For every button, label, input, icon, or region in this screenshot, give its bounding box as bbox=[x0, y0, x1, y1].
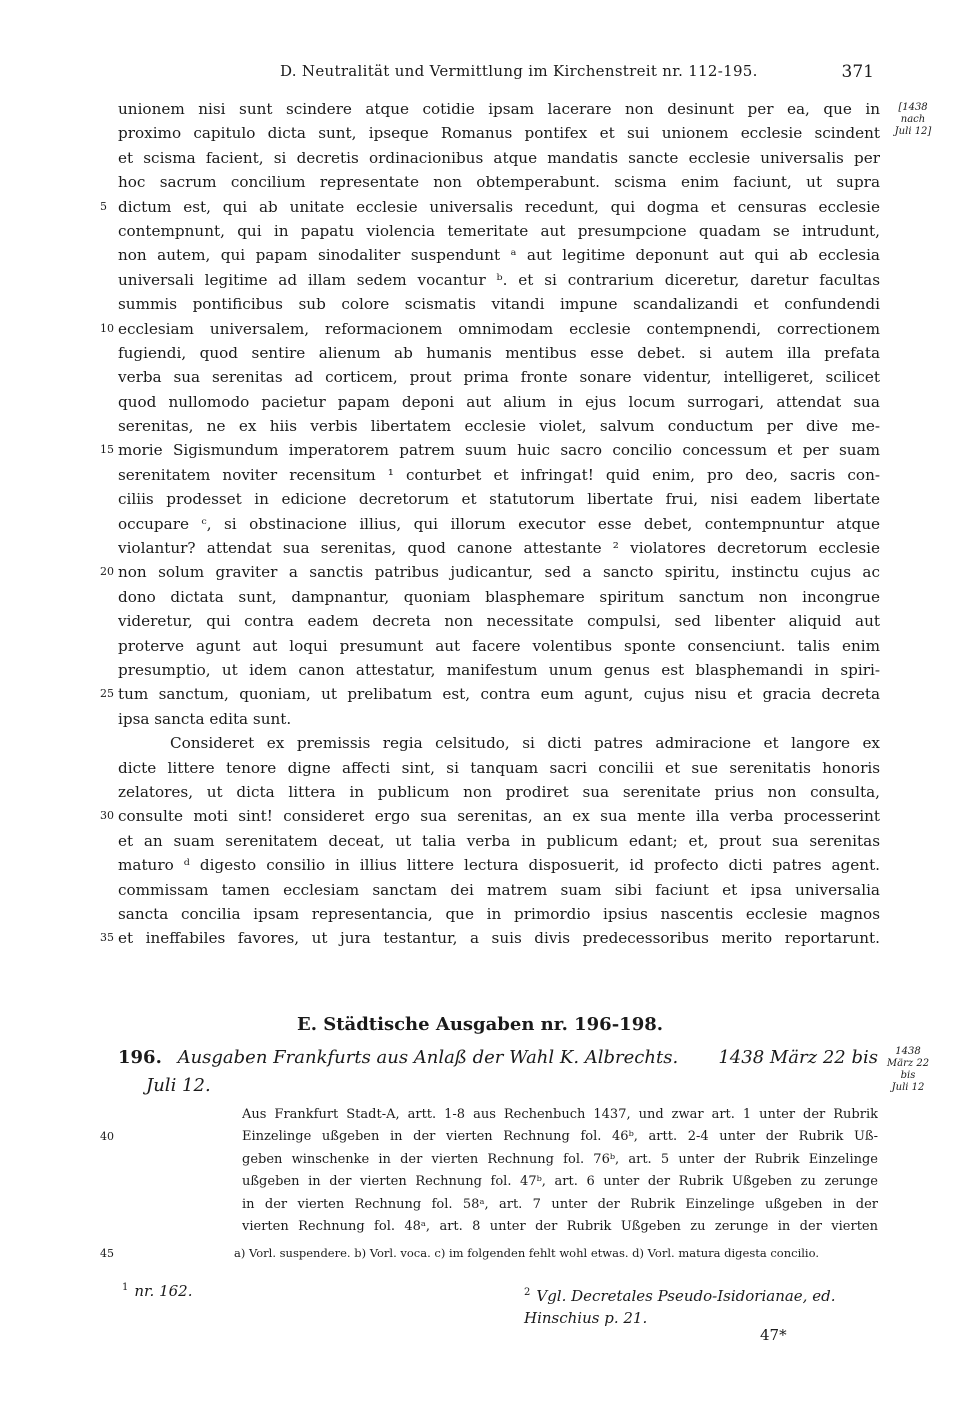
text-line bbox=[118, 243, 880, 267]
line-text: zelatores, ut dicta littera in publicum non prodiret sua serenitate prius non consulta, bbox=[118, 782, 880, 801]
footnote-1-mark: 1 bbox=[122, 1282, 129, 1293]
text-line bbox=[118, 487, 880, 511]
footnote-2-mark: 2 bbox=[524, 1287, 531, 1298]
line-text: ecclesiam universalem, reformacionem omnimodam ecclesie contempnendi, correctionem bbox=[118, 319, 880, 338]
line-text: universali legitime ad illam sedem vocantur ᵇ. et si contrarium diceretur, daretur facultas bbox=[118, 270, 880, 289]
section-heading: E. Städtische Ausgaben nr. 196-198. bbox=[296, 1014, 664, 1035]
source-line bbox=[242, 1149, 878, 1171]
text-line bbox=[118, 170, 880, 194]
line-text: maturo ᵈ digesto consilio in illius littere lectura disposuerit, id profecto dicti patres agent. bbox=[118, 856, 880, 875]
document-date-end: Juli 12. bbox=[146, 1075, 211, 1096]
document-date: 1438 März 22 bis bbox=[718, 1047, 878, 1068]
line-number: 35 bbox=[100, 931, 114, 945]
line-text: non autem, qui papam sinodaliter suspendunt ᵃ aut legitime deponunt aut qui ab ecclesia bbox=[118, 246, 880, 265]
text-line bbox=[118, 121, 880, 145]
text-line bbox=[118, 463, 880, 487]
line-text: Consideret ex premissis regia celsitudo, si dicti patres admiracione et langore ex bbox=[170, 734, 880, 753]
line-text: serenitas, ne ex hiis verbis libertatem ecclesie violet, salvum conductum per dive me- bbox=[118, 417, 880, 436]
text-line bbox=[118, 292, 880, 316]
line-text: occupare ᶜ, si obstinacione illius, qui illorum executor esse debet, contempnuntur atque bbox=[118, 514, 880, 533]
line-text: ciliis prodesset in edicione decretorum et statutorum libertate frui, nisi eadem libertate bbox=[118, 490, 880, 509]
footnote-1 bbox=[122, 1282, 193, 1300]
line-text: summis pontificibus sub colore scismatis vitandi impune scandalizandi et confundendi bbox=[118, 295, 880, 314]
line-text: proximo capitulo dicta sunt, ipseque Romanus pontifex et sui unionem ecclesie scindent bbox=[118, 124, 880, 143]
text-line bbox=[118, 731, 880, 755]
text-line bbox=[118, 829, 880, 853]
line-text: contempnunt, qui in papatu violencia temeritate aut presumpcione quadam se intrudunt, bbox=[118, 221, 880, 240]
text-line bbox=[100, 804, 880, 828]
line-number: 30 bbox=[100, 809, 114, 823]
text-line bbox=[118, 853, 880, 877]
text-line bbox=[118, 536, 880, 560]
source-line bbox=[242, 1171, 878, 1193]
source-line-text: ußgeben in der vierten Rechnung fol. 47ᵇ, art. 6 unter der Rubrik Ußgeben zu zerunge bbox=[242, 1174, 878, 1190]
text-line bbox=[118, 658, 880, 682]
line-text: consulte moti sint! consideret ergo sua serenitas, an ex sua mente illa verba processerint bbox=[118, 807, 880, 826]
margin-date-document bbox=[882, 1046, 934, 1094]
margin-doc-date2: Juli 12 bbox=[891, 1082, 925, 1093]
margin-word: nach bbox=[900, 114, 926, 125]
source-line-text: Aus Frankfurt Stadt-A, artt. 1-8 aus Rechenbuch 1437, und zwar art. 1 unter der Rubrik bbox=[242, 1107, 878, 1122]
document-number: 196. bbox=[118, 1047, 162, 1068]
text-line bbox=[100, 195, 880, 219]
text-line bbox=[100, 560, 880, 584]
margin-doc-word: bis bbox=[900, 1070, 916, 1081]
document-heading bbox=[118, 1044, 878, 1100]
line-text: et an suam serenitatem deceat, ut talia verba in publicum edant; et, prout sua serenitas bbox=[118, 831, 880, 850]
main-text bbox=[100, 97, 880, 951]
source-line bbox=[242, 1126, 878, 1148]
text-line bbox=[100, 926, 880, 950]
source-line-text: in der vierten Rechnung fol. 58ᵃ, art. 7 unter der Rubrik Einzelinge ußgeben in der bbox=[242, 1196, 878, 1212]
text-line bbox=[118, 97, 880, 121]
source-line bbox=[242, 1194, 878, 1216]
line-number: 10 bbox=[100, 321, 114, 335]
footnote-1-text: nr. 162. bbox=[134, 1282, 193, 1300]
source-line bbox=[242, 1216, 878, 1238]
margin-doc-date1: März 22 bbox=[886, 1058, 930, 1069]
running-head: D. Neutralität und Vermittlung im Kirchenstreit nr. 112-195. bbox=[280, 62, 758, 80]
line-text: commissam tamen ecclesiam sanctam dei matrem suam sibi faciunt et ipsa universalia bbox=[118, 880, 880, 899]
text-line bbox=[118, 365, 880, 389]
sheet-signature: 47* bbox=[760, 1326, 787, 1344]
line-text: sancta concilia ipsam representancia, que in primordio ipsius nascentis ecclesie magnos bbox=[118, 904, 880, 923]
page-number: 371 bbox=[841, 62, 874, 82]
line-number: 40 bbox=[100, 1130, 114, 1144]
text-line bbox=[118, 585, 880, 609]
document-title: Ausgaben Frankfurts aus Anlaß der Wahl K. Albrechts. bbox=[177, 1047, 679, 1068]
footnote-2-text: Vgl. Decretales Pseudo-Isidorianae, ed. Hinschius p. 21. bbox=[524, 1287, 836, 1327]
line-text: dictum est, qui ab unitate ecclesie universalis recedunt, qui dogma et censuras ecclesie bbox=[118, 197, 880, 216]
text-line bbox=[118, 756, 880, 780]
text-line bbox=[118, 219, 880, 243]
margin-date-top bbox=[887, 102, 939, 138]
source-line-text: vierten Rechnung fol. 48ᵃ, art. 8 unter der Rubrik Ußgeben zu zerunge in der vierten bbox=[242, 1218, 878, 1234]
text-line bbox=[118, 902, 880, 926]
text-line bbox=[118, 268, 880, 292]
text-line bbox=[118, 609, 880, 633]
text-line bbox=[100, 317, 880, 341]
source-line bbox=[242, 1104, 878, 1126]
text-line bbox=[118, 146, 880, 170]
line-text: proterve agunt aut loqui presumunt aut facere volentibus sponte consenciunt. talis enim bbox=[118, 636, 880, 655]
line-text: serenitatem noviter recensitum ¹ conturbet et infringat! quid enim, pro deo, sacris con- bbox=[118, 465, 880, 484]
line-text: et ineffabiles favores, ut jura testantur, a suis divis predecessoribus merito reportarunt. bbox=[118, 929, 880, 948]
text-line bbox=[118, 707, 880, 731]
footnote-2 bbox=[524, 1282, 880, 1329]
line-number: 20 bbox=[100, 565, 114, 579]
line-text: presumptio, ut idem canon attestatur, manifestum unum genus est blasphemandi in spiri- bbox=[118, 660, 880, 679]
line-text: quod nullomodo pacietur papam deponi aut alium in ejus locum surrogari, attendat sua bbox=[118, 392, 880, 411]
line-number: 5 bbox=[100, 199, 107, 213]
line-text: tum sanctum, quoniam, ut prelibatum est, contra eum agunt, cujus nisu et gracia decreta bbox=[118, 685, 880, 704]
line-text: fugiendi, quod sentire alienum ab humanis mentibus esse debet. si autem illa prefata bbox=[118, 343, 880, 362]
line-text: et scisma facient, si decretis ordinacionibus atque mandatis sancte ecclesie universalis per bbox=[118, 148, 880, 167]
text-line bbox=[118, 414, 880, 438]
line-text: morie Sigismundum imperatorem patrem suum huic sacro concilio concessum et per suam bbox=[118, 441, 880, 460]
line-text: videretur, qui contra eadem decreta non necessitate compulsi, sed libenter aliquid aut bbox=[118, 612, 880, 631]
text-line bbox=[100, 438, 880, 462]
line-text: verba sua serenitas ad corticem, prout prima fronte sonare videntur, intelligeret, scilicet bbox=[118, 368, 880, 387]
text-line bbox=[118, 634, 880, 658]
text-line bbox=[118, 878, 880, 902]
line-text: unionem nisi sunt scindere atque cotidie ipsam lacerare non desinunt per ea, que in bbox=[118, 100, 880, 118]
source-description bbox=[242, 1104, 878, 1238]
source-line-text: Einzelinge ußgeben in der vierten Rechnung fol. 46ᵇ, artt. 2-4 unter der Rubrik Uß- bbox=[242, 1129, 878, 1145]
line-text: ipsa sancta edita sunt. bbox=[118, 709, 292, 728]
text-line bbox=[118, 390, 880, 414]
text-line bbox=[100, 682, 880, 706]
margin-date: Juli 12] bbox=[894, 126, 932, 137]
text-line bbox=[118, 512, 880, 536]
line-number: 25 bbox=[100, 687, 114, 701]
line-number: 15 bbox=[100, 443, 114, 457]
source-line-text: geben winschenke in der vierten Rechnung fol. 76ᵇ, art. 5 unter der Rubrik Einzelinge bbox=[242, 1151, 878, 1167]
line-text: non solum graviter a sanctis patribus judicantur, sed a sancto spiritu, instinctu cujus ac bbox=[118, 563, 880, 582]
page-header bbox=[0, 62, 960, 86]
text-line bbox=[118, 341, 880, 365]
critical-apparatus: a) Vorl. suspendere. b) Vorl. voca. c) im folgenden fehlt wohl etwas. d) Vorl. matura digesta concilio. bbox=[234, 1246, 819, 1260]
line-number: 45 bbox=[100, 1247, 114, 1260]
line-text: hoc sacrum concilium representate non obtemperabunt. scisma enim faciunt, ut supra bbox=[118, 173, 880, 192]
text-line bbox=[118, 780, 880, 804]
margin-doc-year: 1438 bbox=[895, 1046, 921, 1057]
line-text: dono dictata sunt, dampnantur, quoniam blasphemare spiritum sanctum non incongrue bbox=[118, 587, 880, 606]
line-text: violantur? attendat sua serenitas, quod canone attestante ² violatores decretorum ecclesie bbox=[118, 539, 880, 558]
line-text: dicte littere tenore digne affecti sint, si tanquam sacri concilii et sue serenitatis honoris bbox=[118, 758, 880, 777]
margin-year: [1438 bbox=[898, 102, 928, 113]
